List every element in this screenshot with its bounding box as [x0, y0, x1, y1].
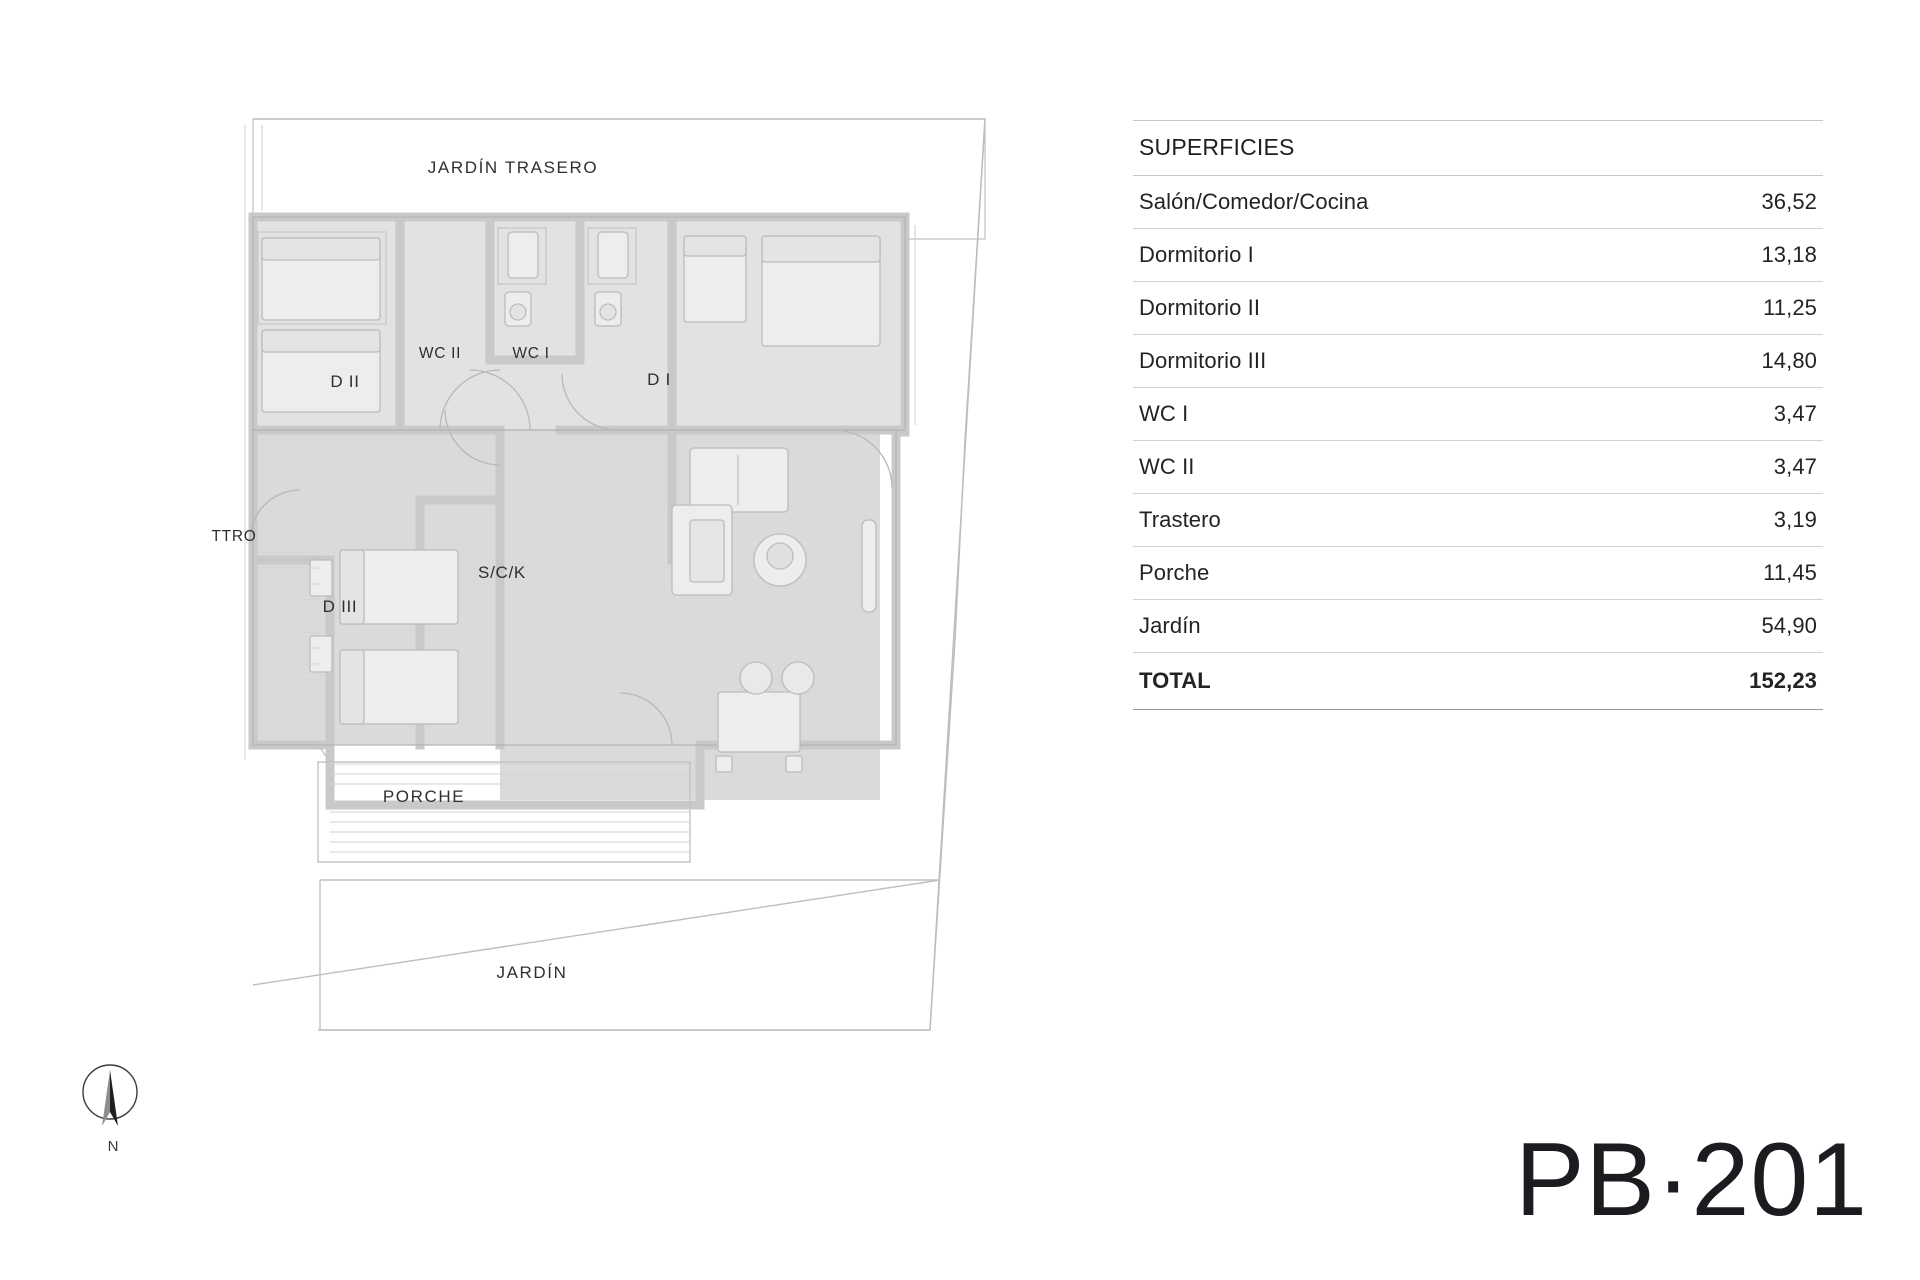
row-label: Dormitorio III	[1139, 348, 1267, 373]
row-value: 11,45	[1763, 560, 1817, 585]
room-label-ttro: TTRO	[211, 528, 257, 545]
row-label: Trastero	[1139, 507, 1221, 532]
row-value: 3,19	[1773, 507, 1817, 532]
row-label: Porche	[1139, 560, 1210, 585]
table-row	[1133, 494, 1823, 547]
table-row-total	[1133, 653, 1823, 710]
total-label: TOTAL	[1139, 668, 1211, 693]
row-value: 54,90	[1761, 613, 1817, 638]
surfaces-table	[1133, 120, 1823, 710]
row-label: WC II	[1139, 454, 1195, 479]
table-row	[1133, 229, 1823, 282]
row-value: 36,52	[1761, 189, 1817, 214]
plan-code: PB·201	[1515, 1122, 1868, 1238]
table-row	[1133, 176, 1823, 229]
row-value: 13,18	[1761, 242, 1817, 267]
room-label-jardin: JARDÍN	[496, 963, 568, 982]
room-label-wc-ii: WC II	[418, 345, 462, 362]
front-garden	[320, 880, 940, 1030]
compass-north-letter: N	[107, 1138, 119, 1155]
room-label-porche: PORCHE	[382, 787, 466, 806]
room-label-d-i: D I	[647, 370, 671, 389]
room-label-sck: S/C/K	[478, 563, 526, 582]
room-label-wc-i: WC I	[512, 345, 550, 362]
table-row	[1133, 441, 1823, 494]
table-row	[1133, 388, 1823, 441]
row-label: WC I	[1139, 401, 1189, 426]
row-value: 11,25	[1763, 295, 1817, 320]
compass-north-icon	[78, 1060, 148, 1170]
row-label: Jardín	[1139, 613, 1201, 638]
row-value: 3,47	[1773, 454, 1817, 479]
row-label: Salón/Comedor/Cocina	[1139, 189, 1369, 214]
table-row	[1133, 547, 1823, 600]
room-label-jardin-trasero: JARDÍN TRASERO	[427, 158, 599, 177]
room-label-d-ii: D II	[330, 372, 360, 391]
total-value: 152,23	[1749, 668, 1817, 693]
row-value: 14,80	[1761, 348, 1817, 373]
row-value: 3,47	[1773, 401, 1817, 426]
table-row	[1133, 335, 1823, 388]
room-label-d-iii: D III	[322, 597, 358, 616]
row-label: Dormitorio I	[1139, 242, 1254, 267]
table-row	[1133, 600, 1823, 653]
row-label: Dormitorio II	[1139, 295, 1261, 320]
surfaces-table-title: SUPERFICIES	[1133, 120, 1823, 176]
table-row	[1133, 282, 1823, 335]
